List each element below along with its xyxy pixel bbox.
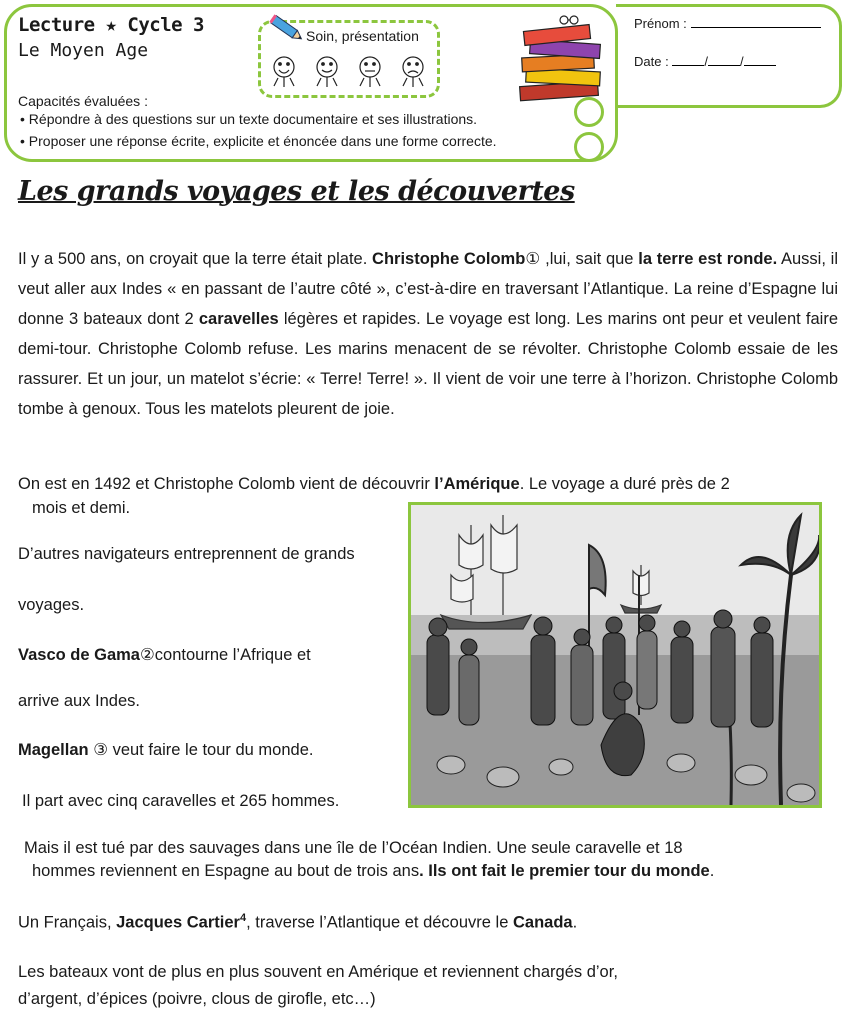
pencil-icon <box>268 12 308 48</box>
paragraph-1492-cont: mois et demi. <box>32 499 131 517</box>
capacite-item: • Répondre à des questions sur un texte documentaire et ses illustrations. <box>20 111 478 127</box>
navigateurs-line: D’autres navigateurs entreprennent de grands <box>18 545 355 563</box>
capacite-item: • Proposer une réponse écrite, explicite et énoncée dans une forme correcte. <box>20 133 497 149</box>
date-label: Date : <box>634 54 669 69</box>
capacites-title: Capacités évaluées : <box>18 93 148 109</box>
subject-title: Le Moyen Age <box>18 40 149 61</box>
paragraph-magellan: Mais il est tué par des sauvages dans une île de l’Océan Indien. Une seule caravelle et 18 <box>24 839 683 857</box>
soin-label: Soin, présentation <box>306 28 419 44</box>
smiley-faces-icon <box>270 54 440 90</box>
capacite-text: Répondre à des questions sur un texte documentaire et ses illustrations. <box>28 111 478 127</box>
paragraph-magellan-cont: hommes reviennent en Espagne au bout de trois ans. Ils ont fait le premier tour du monde. <box>32 862 715 880</box>
date-month-blank <box>708 65 740 66</box>
premier-tour-text: . Ils ont fait le premier tour du monde <box>419 862 710 880</box>
page-title: Les grands voyages et les découvertes <box>18 176 575 207</box>
paragraph-colomb: Il y a 500 ans, on croyait que la terre était plate. Christophe Colomb① ,lui, sait que la terre est ronde. Aussi, il veut aller aux Indes « en passant de l’autre côté », c’est-à-dire en traversant l’Atlantique. La reine d’Espagne lui donne 3 bateaux dont 2 caravelles légères et rapides. Le voyage est long. Les marins ont peur et veulent faire demi-tour. Christophe Colomb refuse. Les marins menacent de se révolter. Christophe Colomb essaie de les rassurer. Et un jour, un matelot s’écrie: « Terre! Terre! ». Il vient de voir une terre à l’horizon. Christophe Colomb tombe à genoux. Tous les matelots pleurent de joie. <box>18 250 838 418</box>
magellan-name: Magellan <box>18 741 89 759</box>
navigateurs-line: voyages. <box>18 596 85 614</box>
lecture-cycle-title: Lecture ★ Cycle 3 <box>18 14 204 36</box>
prenom-label: Prénom : <box>634 16 687 31</box>
capacite-text: Proposer une réponse écrite, explicite et énoncée dans une forme correcte. <box>28 133 497 149</box>
paragraph-cartier: Un Français, Jacques Cartier$^4$, traverse l’Atlantique et découvre le Canada. <box>18 912 578 932</box>
caravelles-term: caravelles <box>198 310 279 328</box>
paragraph-bateaux-cont: d’argent, d’épices (poivre, clous de girofle, etc…) <box>18 990 376 1008</box>
magellan-line: Magellan ③ veut faire le tour du monde. <box>18 741 314 759</box>
gama-name: Vasco de Gama <box>18 646 140 664</box>
date-field[interactable]: Date : / / <box>634 54 776 69</box>
date-year-blank <box>744 65 776 66</box>
paragraph-bateaux: Les bateaux vont de plus en plus souvent en Amérique et reviennent chargés d’or, <box>18 963 618 981</box>
evaluation-circle[interactable] <box>574 132 604 162</box>
gama-line: Vasco de Gama②contourne l’Afrique et <box>18 646 311 664</box>
colomb-name: Christophe Colomb <box>372 250 526 268</box>
cartier-name: Jacques Cartier <box>116 913 240 932</box>
prenom-field[interactable] <box>634 16 821 31</box>
amerique-term: l’Amérique <box>434 475 520 493</box>
terre-ronde-text: la terre est ronde. <box>638 250 778 268</box>
prenom-line <box>691 27 821 28</box>
illustration-arrival-colomb <box>408 502 822 808</box>
books-stack-icon <box>516 10 612 106</box>
magellan-line-cont: Il part avec cinq caravelles et 265 hommes. <box>22 792 340 810</box>
canada-term: Canada <box>512 913 573 932</box>
gama-line-cont: arrive aux Indes. <box>18 692 140 710</box>
evaluation-circle[interactable] <box>574 97 604 127</box>
date-day-blank <box>672 65 704 66</box>
paragraph-1492: On est en 1492 et Christophe Colomb vient de découvrir l’Amérique. Le voyage a duré près de 2 <box>18 475 730 493</box>
illustration-drawing <box>411 505 819 805</box>
